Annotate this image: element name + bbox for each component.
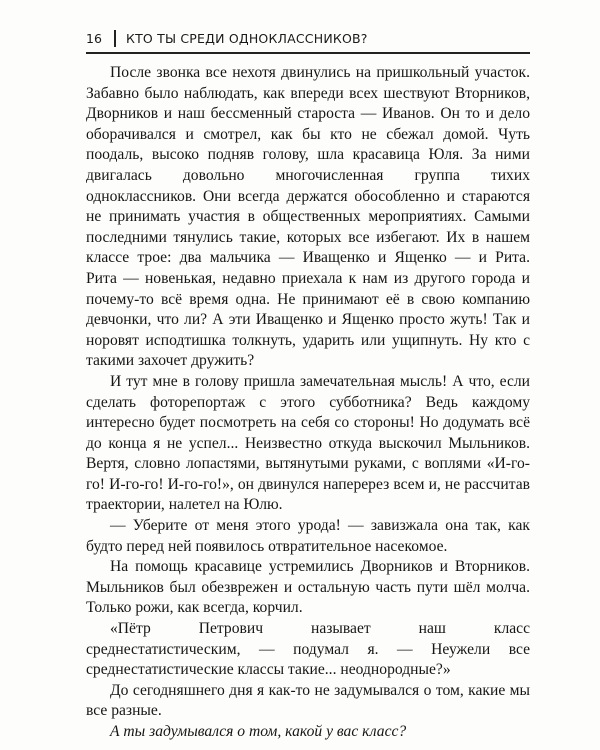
page-number: 16 <box>86 30 102 46</box>
paragraph: После звонка все нехотя двинулись на пришкольный участок. Забавно было наблюдать, как впереди всех шествуют Вторников, Дворников и наш бессменный староста — Иванов. Он то и дело оборачивался и смотрел, как бы кто не сбежал домой. Чуть поодаль, высоко подняв голову, шла красавица Юля. За ними двигалась довольно многочисленная группа тихих одноклассников. Они всегда держатся обособленно и стараются не принимать участия в общественных мероприятиях. Самыми последними тянулись такие, которых все избегают. Их в нашем классе трое: два мальчика — Иващенко и Ященко — и Рита. Рита — новенькая, недавно приехала к нам из другого города и почему-то всё время одна. Не принимают её в свою компанию девчонки, что ли? А эти Иващенко и Ященко просто жуть! Так и норовят исподтишка толкнуть, ударить или ущипнуть. Ну кто с такими захочет дружить? <box>86 64 530 370</box>
body-text <box>86 63 530 743</box>
running-title: КТО ТЫ СРЕДИ ОДНОКЛАССНИКОВ? <box>126 30 368 46</box>
page-header <box>86 28 526 48</box>
paragraph: До сегодняшнего дня я как-то не задумывался о том, какие мы все разные. <box>86 681 530 720</box>
header-rule <box>86 52 530 54</box>
header-divider <box>114 30 116 47</box>
paragraph: — Уберите от меня этого урода! — завизжала она так, как будто перед ней появилось отвратительное насекомое. <box>86 517 530 555</box>
paragraph: И тут мне в голову пришла замечательная мысль! А что, если сделать фоторепортаж с этого субботника? Ведь каждому интересно будет посмотреть на себя со стороны! Но додумать всё до конца я не успел... Неизвестно откуда выскочил Мыльников. Вертя, словно лопастями, вытянутыми руками, с воплями «И-го-го! И-го-го! И-го-го!», он двинулся наперерез всем и, не рассчитав траектории, налетел на Юлю. <box>86 372 530 514</box>
reader-question: А ты задумывался о том, какой у вас класс? <box>110 723 407 740</box>
paragraph: На помощь красавице устремились Дворников и Вторников. Мыльников был обезврежен и остальную часть пути шёл молча. Только рожи, как всегда, корчил. <box>86 558 530 617</box>
paragraph: «Пётр Петрович называет наш класс среднестатистическим, — подумал я. — Неужели все среднестатистические классы такие... неоднородные?» <box>86 620 530 679</box>
